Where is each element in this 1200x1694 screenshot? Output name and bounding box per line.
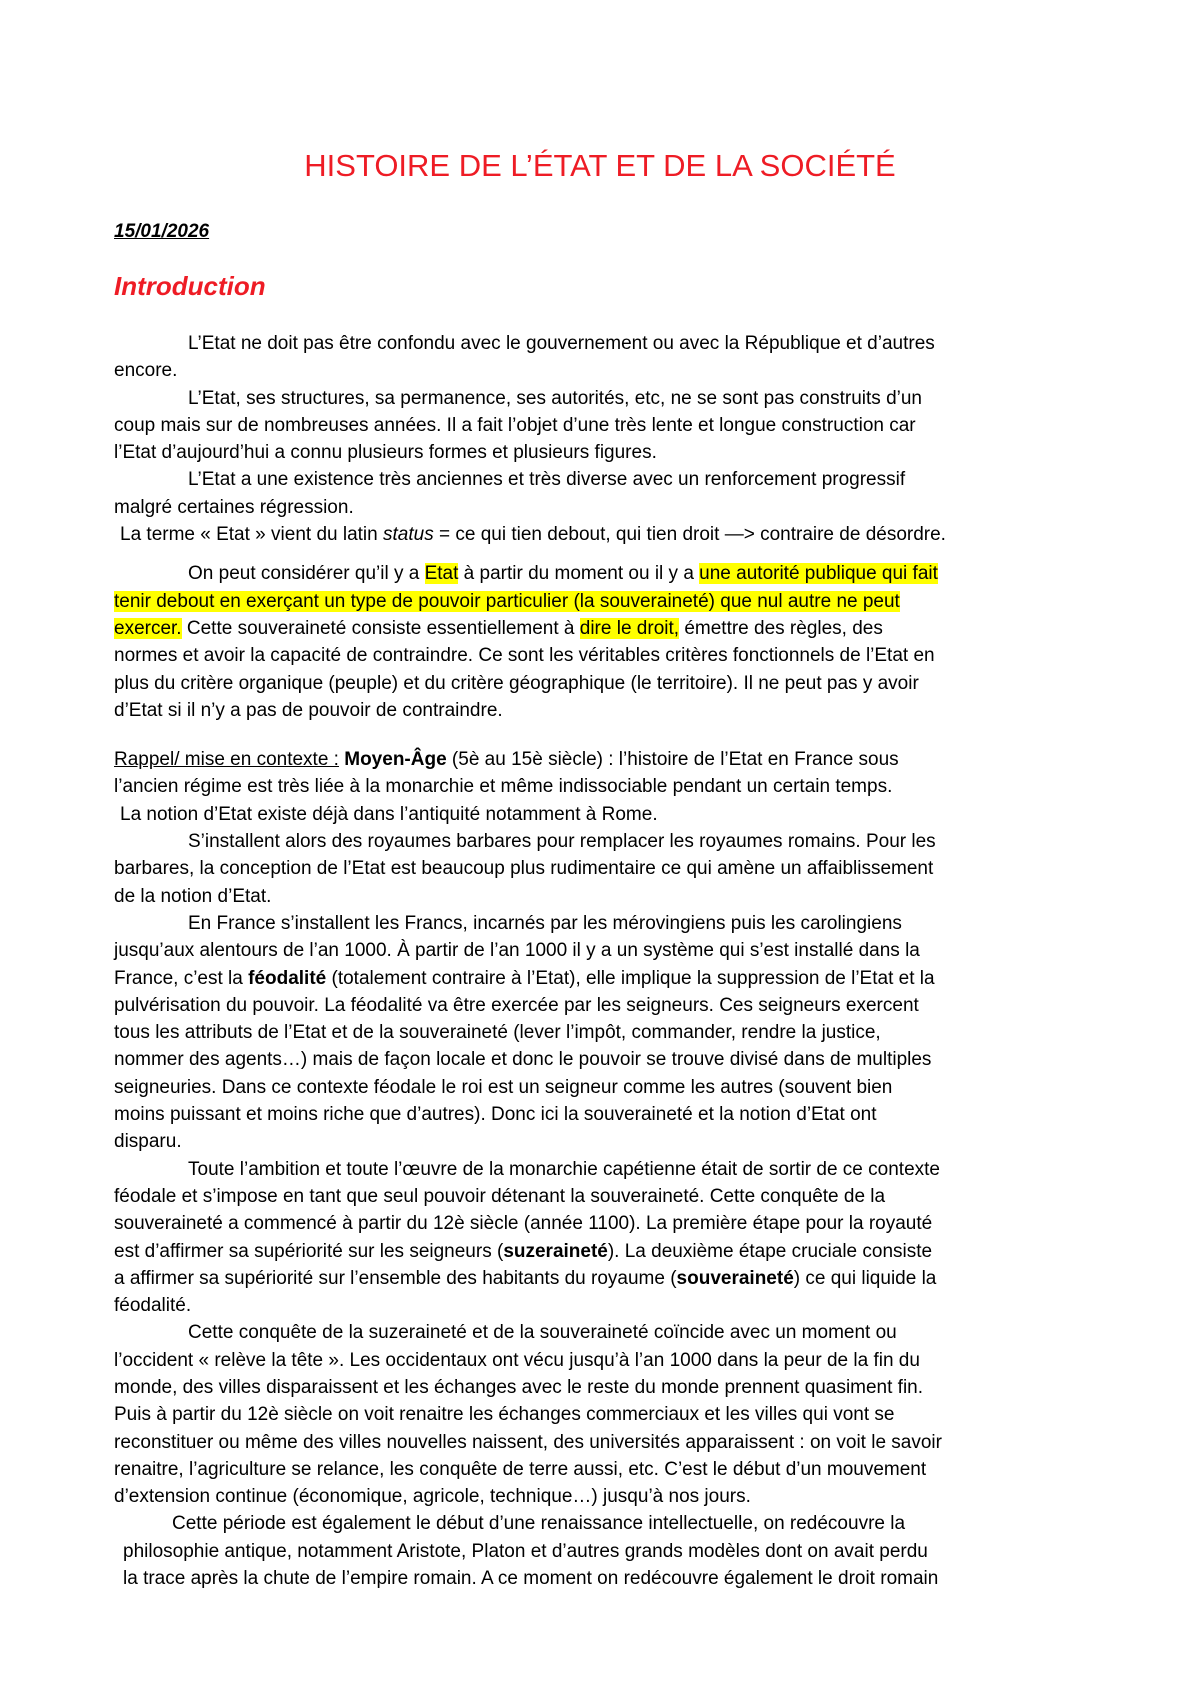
- highlighted-text: tenir debout en exerçant un type de pouvoir particulier (la souveraineté) que nul autre ne peut: [114, 590, 900, 612]
- text-line: d’extension continue (économique, agricole, technique…) jusqu’à nos jours.: [114, 1486, 751, 1508]
- text-line: nommer des agents…) mais de façon locale et donc le pouvoir se trouve divisé dans de multiples: [114, 1049, 932, 1071]
- section-heading: Introduction: [114, 271, 266, 301]
- text-run: (5è au 15è siècle) : l’histoire de l’Etat en France sous: [446, 749, 899, 771]
- text-line: de la notion d’Etat.: [114, 885, 272, 907]
- highlighted-text: une autorité publique qui fait: [699, 563, 938, 585]
- text-line: [0, 1265, 1200, 1292]
- text-line: encore.: [114, 360, 178, 382]
- text-line: tous les attributs de l’Etat et de la souveraineté (lever l’impôt, commander, rendre la justice,: [114, 1022, 881, 1044]
- text-line: S’installent alors des royaumes barbares pour remplacer les royaumes romains. Pour les: [188, 831, 936, 853]
- text-line: reconstituer ou même des villes nouvelles naissent, des universités apparaissent : on voit le savoir: [114, 1431, 942, 1453]
- text-run: La terme « Etat » vient du latin: [120, 524, 383, 546]
- text-line: féodale et s’impose en tant que seul pouvoir détenant la souveraineté. Cette conquête de la: [114, 1185, 886, 1207]
- text-line: [0, 560, 1200, 587]
- text-line: pulvérisation du pouvoir. La féodalité va être exercée par les seigneurs. Ces seigneurs exercent: [114, 994, 919, 1016]
- text-line: En France s’installent les Francs, incarnés par les mérovingiens puis les carolingiens: [188, 912, 902, 934]
- paragraph: [0, 466, 1200, 521]
- paragraph: [0, 330, 1200, 385]
- text-line: malgré certaines régression.: [114, 496, 354, 518]
- text-run: a affirmer sa supériorité sur l’ensemble des habitants du royaume (: [114, 1267, 677, 1289]
- highlighted-text: Etat: [424, 563, 459, 585]
- highlighted-text: dire le droit,: [579, 617, 680, 639]
- text-run: = ce qui tien debout, qui tien droit —> contraire de désordre.: [433, 524, 946, 546]
- text-line: féodalité.: [114, 1295, 192, 1317]
- text-line: L’Etat ne doit pas être confondu avec le gouvernement ou avec la République et d’autres: [188, 333, 935, 354]
- text-line: l’Etat d’aujourd’hui a connu plusieurs formes et plusieurs figures.: [114, 442, 657, 464]
- text-line: La notion d’Etat existe déjà dans l’antiquité notamment à Rome.: [120, 803, 658, 825]
- underlined-label: Rappel/ mise en contexte :: [114, 749, 339, 771]
- text-run: ) ce qui liquide la: [793, 1267, 937, 1289]
- document-date: 15/01/2026: [114, 221, 210, 242]
- text-line: seigneuries. Dans ce contexte féodale le roi est un seigneur comme les autres (souvent bien: [114, 1076, 893, 1098]
- text-line: coup mais sur de nombreuses années. Il a fait l’objet d’une très lente et longue construction car: [114, 414, 916, 436]
- italic-term: status: [383, 524, 434, 546]
- bold-term: souveraineté: [676, 1267, 794, 1289]
- text-run: (totalement contraire à l’Etat), elle implique la suppression de l’Etat et la: [326, 967, 935, 989]
- bold-term: suzeraineté: [503, 1240, 608, 1262]
- paragraph: [0, 521, 1200, 548]
- text-line: [0, 1238, 1200, 1265]
- paragraph: [0, 910, 1200, 1156]
- text-line: monde, des villes disparaissent et les échanges avec le reste du monde prennent quasiment fin.: [114, 1376, 924, 1398]
- document-title: HISTOIRE DE L’ÉTAT ET DE LA SOCIÉTÉ: [304, 148, 896, 183]
- paragraph: [0, 560, 1200, 724]
- text-run: à partir du moment ou il y a: [458, 563, 700, 585]
- text-run: On peut considérer qu’il y a: [188, 563, 425, 585]
- text-line: l’occident « relève la tête ». Les occidentaux ont vécu jusqu’à l’an 1000 dans la peur de la fin du: [114, 1349, 920, 1371]
- text-line: barbares, la conception de l’Etat est beaucoup plus rudimentaire ce qui amène un affaiblissement: [114, 858, 934, 880]
- text-line: [0, 965, 1200, 992]
- text-line: [0, 615, 1200, 642]
- text-line: Puis à partir du 12è siècle on voit renaitre les échanges commerciaux et les villes qui vont se: [114, 1404, 895, 1426]
- text-line: l’ancien régime est très liée à la monarchie et même indissociable pendant un certain temps.: [114, 776, 893, 798]
- text-run: Cette souveraineté consiste essentiellement à: [181, 617, 580, 639]
- text-line: [0, 521, 1200, 548]
- text-line: L’Etat a une existence très anciennes et très diverse avec un renforcement progressif: [188, 469, 906, 491]
- text-line: Toute l’ambition et toute l’œuvre de la monarchie capétienne était de sortir de ce contexte: [188, 1158, 940, 1180]
- text-line: [0, 588, 1200, 615]
- text-line: Cette conquête de la suzeraineté et de la souveraineté coïncide avec un moment ou: [188, 1322, 897, 1344]
- bold-term: Moyen-Âge: [344, 749, 447, 771]
- paragraph: [0, 1319, 1200, 1510]
- paragraph: [0, 828, 1200, 910]
- text-line: Cette période est également le début d’une renaissance intellectuelle, on redécouvre la: [172, 1513, 906, 1535]
- text-line: L’Etat, ses structures, sa permanence, ses autorités, etc, ne se sont pas construits d’un: [188, 387, 922, 409]
- document-body: [0, 330, 1200, 1592]
- paragraph: [0, 1156, 1200, 1320]
- paragraph: [0, 385, 1200, 467]
- bold-term: féodalité: [248, 967, 327, 989]
- text-run: est d’affirmer sa supériorité sur les seigneurs (: [114, 1240, 504, 1262]
- text-line: plus du critère organique (peuple) et du critère géographique (le territoire). Il ne peut pas y avoir: [114, 672, 919, 694]
- paragraph: [0, 1510, 1200, 1592]
- paragraph: [0, 801, 1200, 828]
- highlighted-text: exercer.: [114, 617, 182, 639]
- text-line: la trace après la chute de l’empire romain. A ce moment on redécouvre également le droit romain: [123, 1568, 939, 1590]
- text-run: ). La deuxième étape cruciale consiste: [607, 1240, 933, 1262]
- text-line: [0, 746, 1200, 773]
- text-line: normes et avoir la capacité de contraindre. Ce sont les véritables critères fonctionnels de l’Etat en: [114, 645, 935, 667]
- text-line: souveraineté a commencé à partir du 12è siècle (année 1100). La première étape pour la royauté: [114, 1213, 933, 1235]
- paragraph: [0, 746, 1200, 801]
- text-line: renaitre, l’agriculture se relance, les conquête de terre aussi, etc. C’est le début d’un mouvement: [114, 1458, 927, 1480]
- text-line: jusqu’aux alentours de l’an 1000. À partir de l’an 1000 il y a un système qui s’est installé dans la: [114, 940, 920, 962]
- text-run: émettre des règles, des: [679, 617, 883, 639]
- text-line: d’Etat si il n’y a pas de pouvoir de contraindre.: [114, 699, 503, 721]
- text-line: disparu.: [114, 1131, 182, 1153]
- text-line: philosophie antique, notamment Aristote, Platon et d’autres grands modèles dont on avait perdu: [123, 1540, 928, 1562]
- text-run: France, c’est la: [114, 967, 249, 989]
- text-line: moins puissant et moins riche que d’autres). Donc ici la souveraineté et la notion d’Etat ont: [114, 1104, 877, 1126]
